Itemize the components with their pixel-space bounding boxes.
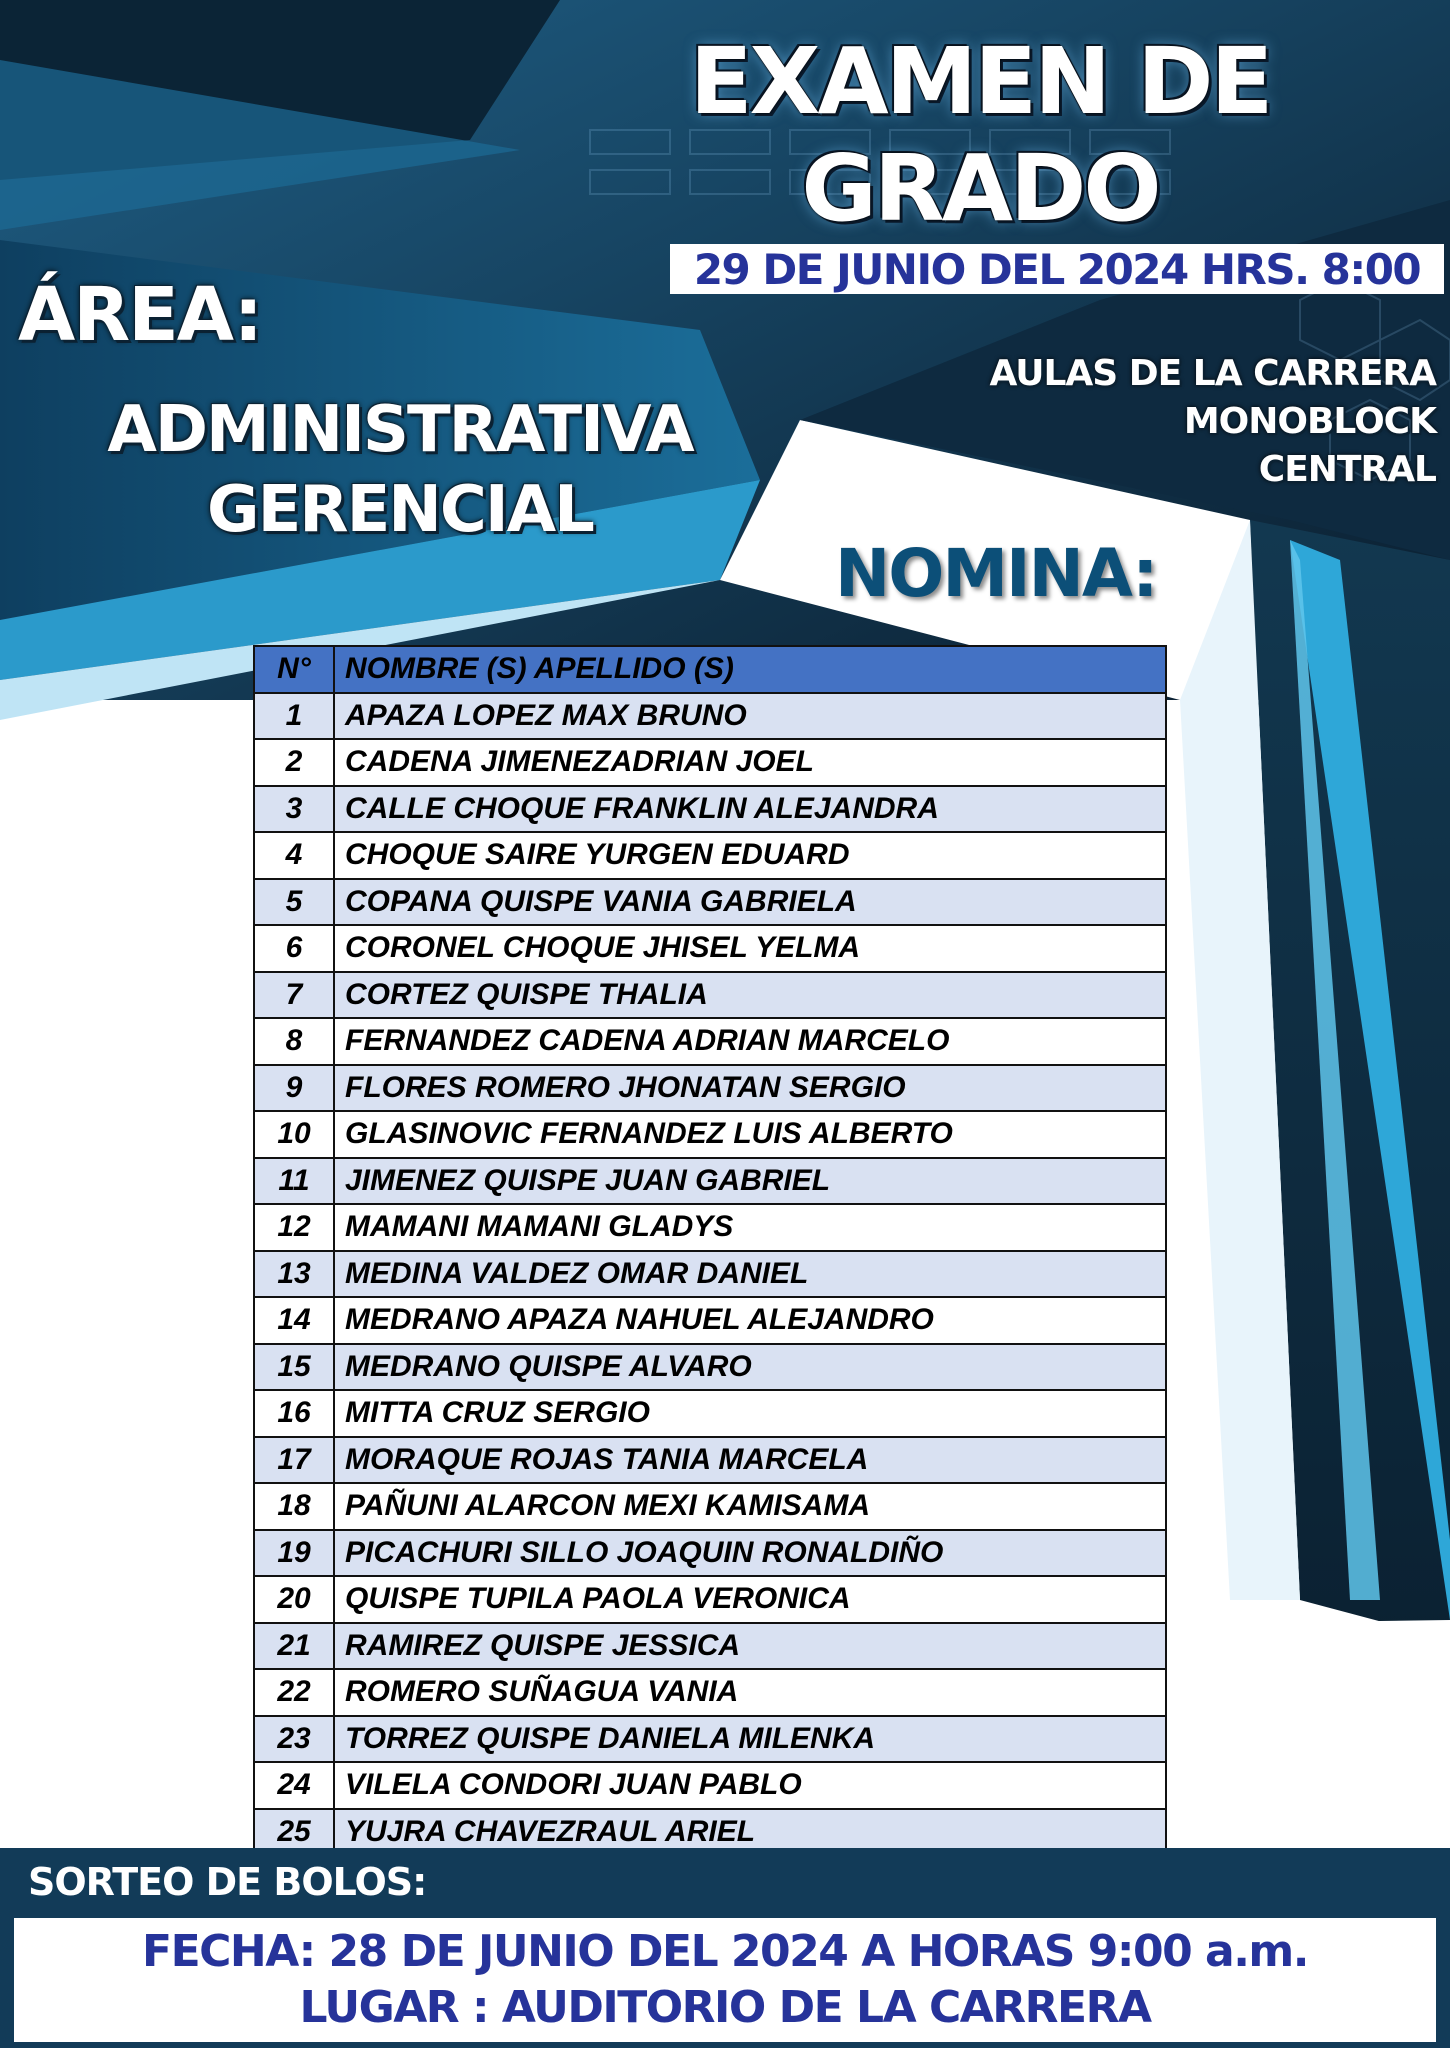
exam-date: 29 DE JUNIO DEL 2024 HRS. 8:00 [693,244,1421,294]
table-row [254,1669,1166,1716]
row-name: MORAQUE ROJAS TANIA MARCELA [334,1437,1166,1484]
table-row [254,1297,1166,1344]
row-name: JIMENEZ QUISPE JUAN GABRIEL [334,1158,1166,1205]
row-name: GLASINOVIC FERNANDEZ LUIS ALBERTO [334,1111,1166,1158]
table-row [254,1251,1166,1298]
row-name: COPANA QUISPE VANIA GABRIELA [334,879,1166,926]
roster-body [254,693,1166,1856]
row-number: 18 [254,1483,334,1530]
table-row [254,786,1166,833]
row-name: VILELA CONDORI JUAN PABLO [334,1762,1166,1809]
table-row [254,879,1166,926]
row-number: 16 [254,1390,334,1437]
row-number: 13 [254,1251,334,1298]
table-row [254,1158,1166,1205]
roster-table [253,645,1167,1856]
row-name: MEDRANO APAZA NAHUEL ALEJANDRO [334,1297,1166,1344]
draw-label: SORTEO DE BOLOS: [28,1860,427,1904]
row-name: TORREZ QUISPE DANIELA MILENKA [334,1716,1166,1763]
table-row [254,1018,1166,1065]
table-header-row [254,646,1166,693]
table-row [254,1483,1166,1530]
exam-location [990,350,1437,494]
row-number: 4 [254,832,334,879]
row-number: 11 [254,1158,334,1205]
row-name: YUJRA CHAVEZRAUL ARIEL [334,1809,1166,1856]
table-row [254,925,1166,972]
row-number: 22 [254,1669,334,1716]
table-row [254,1437,1166,1484]
location-line-2: MONOBLOCK [1183,401,1436,442]
table-row [254,1762,1166,1809]
table-row [254,693,1166,740]
draw-place: LUGAR : AUDITORIO DE LA CARRERA [299,1982,1151,2033]
table-row [254,832,1166,879]
row-number: 6 [254,925,334,972]
row-name: QUISPE TUPILA PAOLA VERONICA [334,1576,1166,1623]
row-number: 2 [254,739,334,786]
footer-band [0,1848,1450,2048]
column-header-number: N° [254,646,334,693]
column-header-name: NOMBRE (S) APELLIDO (S) [334,646,1166,693]
row-number: 5 [254,879,334,926]
row-number: 19 [254,1530,334,1577]
table-row [254,739,1166,786]
row-number: 17 [254,1437,334,1484]
row-name: FERNANDEZ CADENA ADRIAN MARCELO [334,1018,1166,1065]
row-name: CADENA JIMENEZADRIAN JOEL [334,739,1166,786]
exam-date-banner [670,244,1444,294]
row-number: 7 [254,972,334,1019]
table-row [254,1204,1166,1251]
row-name: CORTEZ QUISPE THALIA [334,972,1166,1019]
row-number: 15 [254,1344,334,1391]
table-row [254,1623,1166,1670]
table-row [254,1530,1166,1577]
row-number: 1 [254,693,334,740]
row-number: 20 [254,1576,334,1623]
row-number: 14 [254,1297,334,1344]
table-row [254,1344,1166,1391]
row-name: CORONEL CHOQUE JHISEL YELMA [334,925,1166,972]
row-name: MITTA CRUZ SERGIO [334,1390,1166,1437]
draw-details [14,1918,1436,2042]
row-name: CALLE CHOQUE FRANKLIN ALEJANDRA [334,786,1166,833]
table-row [254,972,1166,1019]
table-row [254,1111,1166,1158]
row-name: APAZA LOPEZ MAX BRUNO [334,693,1166,740]
area-line-2: GERENCIAL [207,473,593,547]
row-name: PICACHURI SILLO JOAQUIN RONALDIÑO [334,1530,1166,1577]
row-name: RAMIREZ QUISPE JESSICA [334,1623,1166,1670]
row-name: CHOQUE SAIRE YURGEN EDUARD [334,832,1166,879]
row-number: 23 [254,1716,334,1763]
location-line-1: AULAS DE LA CARRERA [989,353,1436,394]
table-row [254,1390,1166,1437]
row-number: 8 [254,1018,334,1065]
area-label: ÁREA: [18,272,262,358]
row-name: MEDINA VALDEZ OMAR DANIEL [334,1251,1166,1298]
row-number: 12 [254,1204,334,1251]
roster-heading: NOMINA: [835,535,1157,612]
page-title: EXAMEN DE GRADO [689,28,1271,242]
row-name: FLORES ROMERO JHONATAN SERGIO [334,1065,1166,1112]
row-number: 21 [254,1623,334,1670]
row-number: 10 [254,1111,334,1158]
location-line-3: CENTRAL [1258,449,1436,490]
row-name: MEDRANO QUISPE ALVARO [334,1344,1166,1391]
row-number: 24 [254,1762,334,1809]
table-row [254,1065,1166,1112]
row-number: 9 [254,1065,334,1112]
area-value [60,390,740,550]
row-number: 3 [254,786,334,833]
draw-date: FECHA: 28 DE JUNIO DEL 2024 A HORAS 9:00 a.m. [142,1926,1308,1977]
table-row [254,1576,1166,1623]
row-name: ROMERO SUÑAGUA VANIA [334,1669,1166,1716]
row-name: MAMANI MAMANI GLADYS [334,1204,1166,1251]
row-name: PAÑUNI ALARCON MEXI KAMISAMA [334,1483,1166,1530]
table-row [254,1716,1166,1763]
area-line-1: ADMINISTRATIVA [107,393,693,467]
row-number: 25 [254,1809,334,1856]
